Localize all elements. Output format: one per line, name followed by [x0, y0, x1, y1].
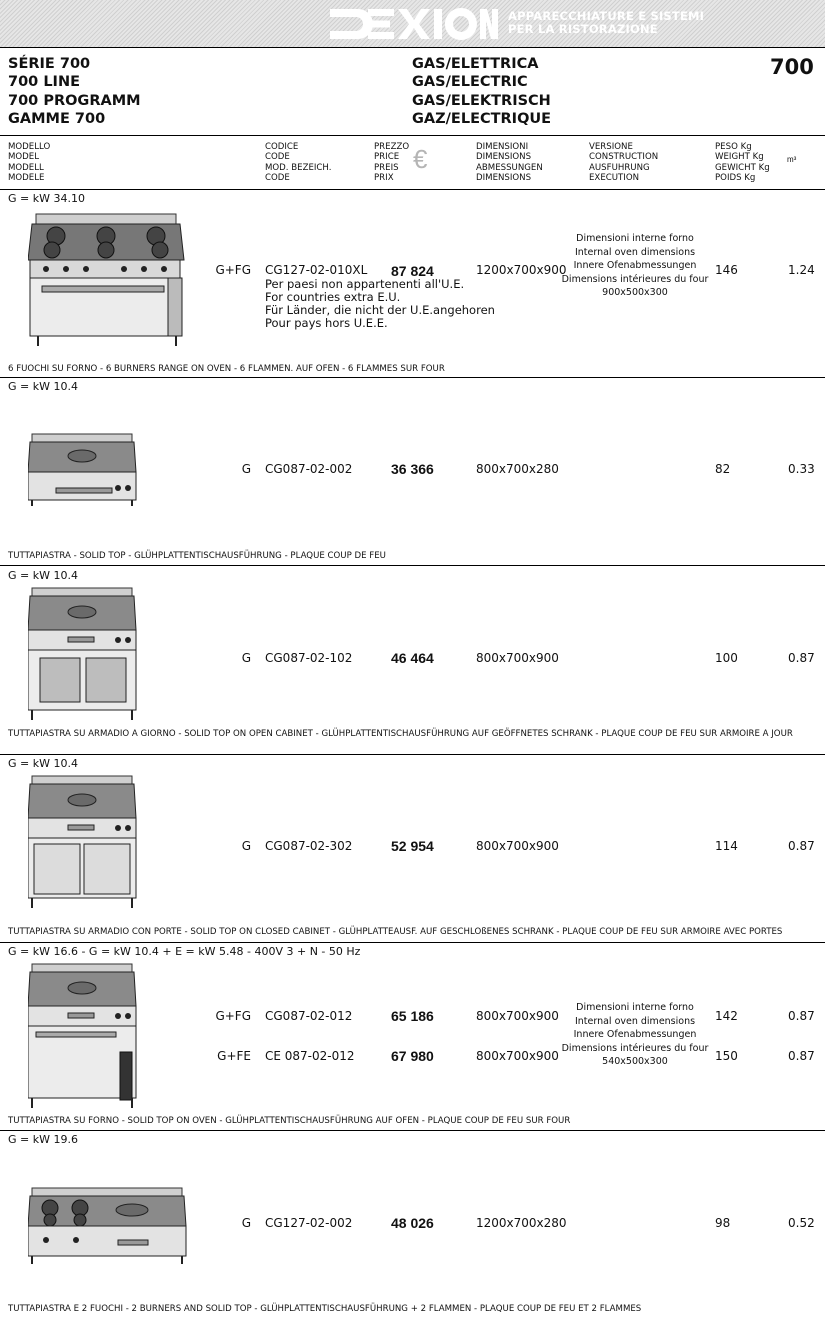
oven-dims-de: Innere Ofenabmessungen: [573, 260, 697, 272]
product-6-version: G: [241, 1216, 251, 1230]
product-3-code: CG087-02-102: [265, 651, 353, 665]
hdr-model-it: MODELLO: [8, 142, 51, 152]
hdr-code-it: CODICE: [265, 142, 299, 152]
title-rule: [0, 135, 825, 136]
product-5b-dimensions: 800x700x900: [476, 1049, 559, 1063]
hdr-weight-fr: POIDS Kg: [715, 173, 756, 184]
oven-dims-5-it: Dimensioni interne forno: [576, 1002, 694, 1013]
product-2-price: 36 366: [391, 461, 434, 477]
product-2-power: G = kW 10.4: [8, 380, 78, 393]
hdr-code-de: MOD. BEZEICH.: [265, 162, 332, 173]
product-2-volume: 0.33: [788, 462, 815, 476]
product-1-dimensions: 1200x700x900: [476, 263, 567, 277]
brand-banner: [0, 0, 825, 47]
hdr-ver-fr: EXECUTION: [589, 173, 640, 184]
product-5a-price: 65 186: [391, 1008, 434, 1024]
series-number: 700: [770, 55, 814, 79]
range-6-burners-oven-image: [28, 208, 186, 348]
product-3-volume: 0.87: [788, 651, 815, 665]
product-5b-code: CE 087-02-012: [265, 1049, 355, 1063]
export-note-de: Für Länder, die nicht der U.E.angehoren: [265, 303, 495, 317]
product-5b-volume: 0.87: [788, 1049, 815, 1063]
hdr-model-fr: MODELE: [8, 173, 45, 184]
product-6-price: 48 026: [391, 1215, 434, 1231]
product-5a-weight: 142: [715, 1009, 738, 1023]
hdr-price-it: PREZZO: [374, 142, 410, 152]
product-6-weight: 98: [715, 1216, 731, 1230]
product-1-caption: 6 FUOCHI SU FORNO - 6 BURNERS RANGE ON OVEN - 6 FLAMMEN. AUF OFEN - 6 FLAMMES SUR FOUR: [8, 364, 445, 374]
solid-top-oven-image: [28, 962, 140, 1110]
product-5-caption: TUTTAPIASTRA SU FORNO - SOLID TOP ON OVEN - GLÜHPLATTENTISCHAUSFÜHRUNG AUF OFEN - PLAQUE COUP DE FEU SUR FOUR: [8, 1116, 571, 1126]
product-2-code: CG087-02-002: [265, 462, 353, 476]
product-6-power: G = kW 19.6: [8, 1133, 78, 1146]
product-1-export-note: [265, 278, 495, 330]
product-3-rule: [0, 754, 825, 755]
oven-dims-value: 900x500x300: [602, 287, 668, 299]
series-it: SÉRIE 700: [8, 56, 91, 72]
hdr-dim-en: DIMENSIONS: [476, 152, 532, 163]
product-6-volume: 0.52: [788, 1216, 815, 1230]
power-type-fr: GAZ/ELECTRIQUE: [412, 110, 552, 127]
product-1-power: G = kW 34.10: [8, 192, 85, 205]
banner-rule: [0, 47, 825, 48]
product-3-caption: TUTTAPIASTRA SU ARMADIO A GIORNO - SOLID TOP ON OPEN CABINET - GLÜHPLATTENTISCHAUSFÜHRUNG AUF GEÖFFNETES SCHRANK - PLAQUE COUP DE FEU SUR ARMOIRE A JOUR: [8, 729, 793, 739]
product-5a-dimensions: 800x700x900: [476, 1009, 559, 1023]
product-1-volume: 1.24: [788, 263, 815, 277]
banner-tagline: [508, 10, 704, 36]
product-4-volume: 0.87: [788, 839, 815, 853]
series-fr: GAMME 700: [8, 110, 106, 127]
product-6-dimensions: 1200x700x280: [476, 1216, 567, 1230]
column-header-code: [265, 142, 331, 184]
product-4-rule: [0, 942, 825, 943]
series-title: [8, 55, 141, 128]
power-type-de: GAS/ELEKTRISCH: [412, 92, 551, 109]
product-2-caption: TUTTAPIASTRA - SOLID TOP - GLÜHPLATTENTISCHAUSFÜHRUNG - PLAQUE COUP DE FEU: [8, 551, 386, 561]
product-4-power: G = kW 10.4: [8, 757, 78, 770]
product-5a-version: G+FG: [215, 1009, 251, 1023]
hdr-weight-it: PESO Kg: [715, 142, 752, 152]
dexion-logo: [328, 5, 498, 43]
product-5-power: G = kW 16.6 - G = kW 10.4 + E = kW 5.48 - 400V 3 + N - 50 Hz: [8, 945, 361, 958]
header-rule: [0, 189, 825, 190]
column-header-volume: m³: [787, 155, 797, 164]
product-3-version: G: [241, 651, 251, 665]
solid-top-closed-cabinet-image: [28, 774, 138, 910]
product-4-price: 52 954: [391, 838, 434, 854]
hdr-price-en: PRICE: [374, 152, 400, 163]
export-note-fr: Pour pays hors U.E.E.: [265, 316, 388, 330]
product-6-code: CG127-02-002: [265, 1216, 353, 1230]
product-2-weight: 82: [715, 462, 731, 476]
column-header-model: [8, 142, 50, 184]
power-type-title: [412, 55, 551, 128]
product-3-weight: 100: [715, 651, 738, 665]
product-4-code: CG087-02-302: [265, 839, 353, 853]
oven-dims-it: Dimensioni interne forno: [576, 233, 694, 244]
hdr-dim-it: DIMENSIONI: [476, 142, 529, 152]
power-type-it: GAS/ELETTRICA: [412, 56, 539, 72]
product-2-rule: [0, 565, 825, 566]
hdr-price-de: PREIS: [374, 162, 399, 173]
series-de: 700 PROGRAMM: [8, 92, 141, 109]
product-1-weight: 146: [715, 263, 738, 277]
column-header-version: [589, 142, 658, 184]
product-1-price: 87 824: [391, 263, 434, 279]
column-header-dimensions: [476, 142, 543, 184]
product-2-dimensions: 800x700x280: [476, 462, 559, 476]
hdr-dim-fr: DIMENSIONS: [476, 173, 532, 184]
export-note-en: For countries extra E.U.: [265, 290, 401, 304]
hdr-ver-it: VERSIONE: [589, 142, 633, 152]
product-5-rule: [0, 1130, 825, 1131]
column-header-weight: [715, 142, 770, 184]
series-en: 700 LINE: [8, 74, 80, 91]
hdr-weight-de: GEWICHT Kg: [715, 162, 770, 173]
product-4-weight: 114: [715, 839, 738, 853]
product-4-caption: TUTTAPIASTRA SU ARMADIO CON PORTE - SOLID TOP ON CLOSED CABINET - GLÜHPLATTEAUSF. AUF GESCHLOßENES SCHRANK - PLAQUE COUP DE FEU SUR ARMOIRE AVEC PORTES: [8, 927, 783, 937]
hdr-model-de: MODELL: [8, 162, 44, 173]
hdr-ver-en: CONSTRUCTION: [589, 152, 659, 163]
product-1-rule: [0, 377, 825, 378]
product-3-price: 46 464: [391, 650, 434, 666]
tagline-line-1: APPARECCHIATURE E SISTEMI: [508, 9, 705, 23]
hdr-model-en: MODEL: [8, 152, 40, 163]
solid-top-image: [28, 432, 138, 510]
solid-top-open-cabinet-image: [28, 586, 138, 722]
oven-dims-5-value: 540x500x300: [602, 1056, 668, 1068]
hdr-ver-de: AUSFUHRUNG: [589, 162, 650, 173]
product-5a-volume: 0.87: [788, 1009, 815, 1023]
tagline-line-2: PER LA RISTORAZIONE: [508, 22, 658, 36]
product-5b-price: 67 980: [391, 1048, 434, 1064]
oven-dims-5-fr: Dimensions intérieures du four: [561, 1042, 709, 1054]
oven-dims-5-en: Internal oven dimensions: [574, 1015, 696, 1027]
product-2-version: G: [241, 462, 251, 476]
euro-icon: €: [413, 144, 428, 174]
export-note-it: Per paesi non appartenenti all'U.E.: [265, 277, 465, 291]
hdr-price-fr: PRIX: [374, 173, 394, 184]
product-3-power: G = kW 10.4: [8, 569, 78, 582]
hdr-code-fr: CODE: [265, 173, 290, 184]
product-6-caption: TUTTAPIASTRA E 2 FUOCHI - 2 BURNERS AND SOLID TOP - GLÜHPLATTENTISCHAUSFÜHRUNG + 2 FLAMMEN - PLAQUE COUP DE FEU ET 2 FLAMMES: [8, 1304, 642, 1314]
oven-dims-fr: Dimensions intérieures du four: [561, 273, 709, 285]
column-header-price: [374, 142, 409, 184]
power-type-en: GAS/ELECTRIC: [412, 74, 528, 91]
product-5a-code: CG087-02-012: [265, 1009, 353, 1023]
product-1-oven-dimensions: [560, 232, 710, 300]
hdr-dim-de: ABMESSUNGEN: [476, 162, 543, 173]
product-4-dimensions: 800x700x900: [476, 839, 559, 853]
product-4-version: G: [241, 839, 251, 853]
product-3-dimensions: 800x700x900: [476, 651, 559, 665]
product-5b-version: G+FE: [217, 1049, 251, 1063]
product-5b-weight: 150: [715, 1049, 738, 1063]
oven-dims-5-de: Innere Ofenabmessungen: [573, 1029, 697, 1041]
product-1-version: G+FG: [215, 263, 251, 277]
two-burners-solid-top-image: [28, 1186, 188, 1266]
hdr-code-en: CODE: [265, 152, 290, 163]
hdr-weight-en: WEIGHT Kg: [715, 152, 764, 163]
product-5-oven-dimensions: [560, 1001, 710, 1069]
oven-dims-en: Internal oven dimensions: [574, 246, 696, 258]
product-1-code: CG127-02-010XL: [265, 263, 368, 277]
